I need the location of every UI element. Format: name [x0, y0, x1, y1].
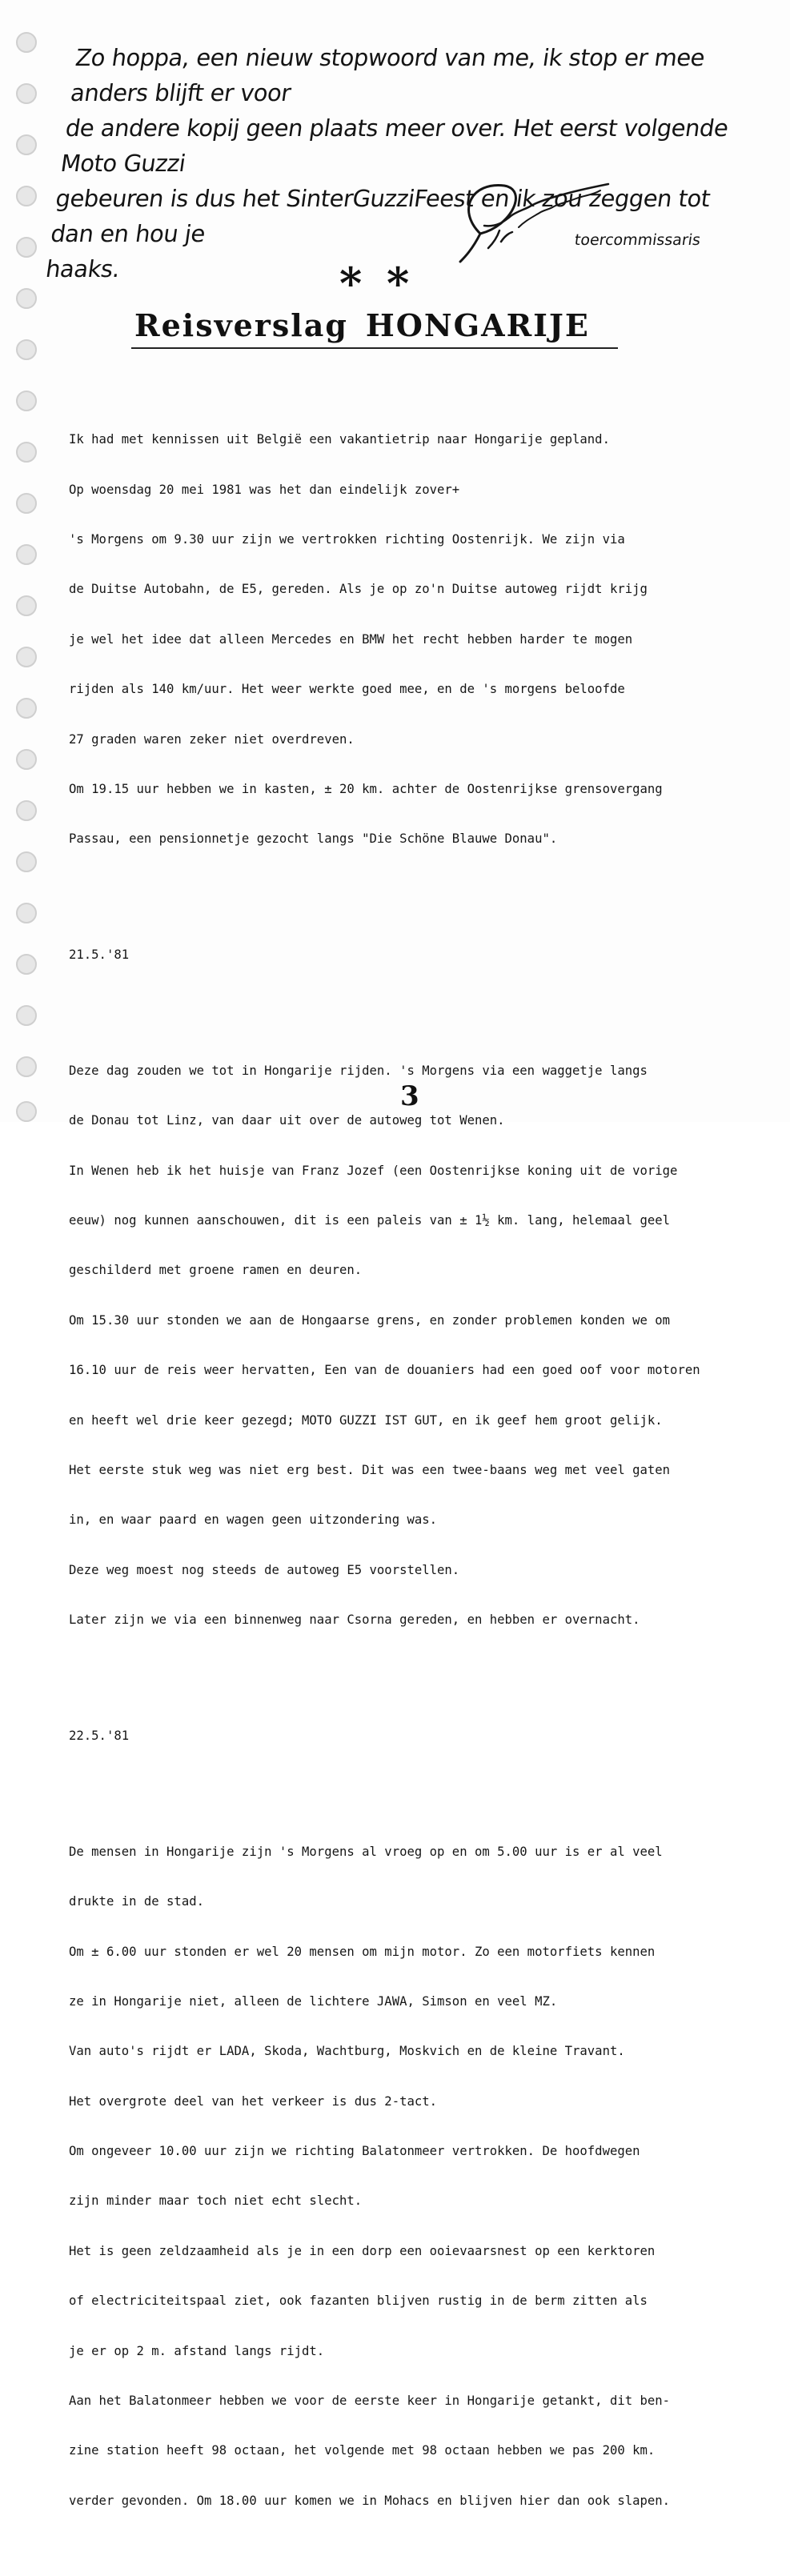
- text-line: Om 19.15 uur hebben we in kasten, ± 20 km. achter de Oostenrijkse grensovergang: [69, 781, 663, 796]
- text-line: Aan het Balatonmeer hebben we voor de eerste keer in Hongarije getankt, dit ben-: [69, 2394, 671, 2409]
- binder-holes: [10, 32, 42, 1120]
- binder-hole: [16, 1005, 37, 1026]
- binder-hole: [16, 544, 37, 565]
- binder-hole: [16, 442, 37, 463]
- text-line: drukte in de stad.: [69, 1894, 204, 1909]
- signature-role: toercommissaris: [573, 231, 702, 249]
- text-line: eeuw) nog kunnen aanschouwen, dit is een paleis van ± 1½ km. lang, helemaal geel: [69, 1213, 671, 1228]
- note-line: Zo hoppa, een nieuw stopwoord van me, ik stop er mee anders blijft er voor: [68, 44, 707, 106]
- text-line: Ik had met kennissen uit België een vakantietrip naar Hongarije gepland.: [69, 432, 610, 447]
- day-paragraph: [69, 1029, 773, 1661]
- text-line: 16.10 uur de reis weer hervatten, Een van de douaniers had een goed oof voor motoren: [69, 1363, 700, 1378]
- binder-hole: [16, 134, 37, 155]
- binder-hole: [16, 800, 37, 821]
- binder-hole: [16, 1101, 37, 1122]
- binder-hole: [16, 851, 37, 872]
- binder-hole: [16, 391, 37, 411]
- text-line: ze in Hongarije niet, alleen de lichtere JAWA, Simson en veel MZ.: [69, 1993, 558, 2009]
- text-line: Om 15.30 uur stonden we aan de Hongaarse grens, en zonder problemen konden we om: [69, 1312, 671, 1328]
- text-line: Deze dag zouden we tot in Hongarije rijden. 's Morgens via een waggetje langs: [69, 1063, 648, 1078]
- binder-hole: [16, 32, 37, 53]
- text-line: Om ongeveer 10.00 uur zijn we richting Balatonmeer vertrokken. De hoofdwegen: [69, 2144, 640, 2159]
- text-line: In Wenen heb ik het huisje van Franz Jozef (een Oostenrijkse koning uit de vorige: [69, 1163, 678, 1178]
- binder-hole: [16, 83, 37, 104]
- binder-hole: [16, 493, 37, 514]
- day-date: 21.5.'81: [69, 947, 130, 963]
- text-line: Later zijn we via een binnenweg naar Csorna gereden, en hebben er overnacht.: [69, 1613, 640, 1628]
- title-word: HONGARIJE: [365, 307, 590, 343]
- text-line: je wel het idee dat alleen Mercedes en BMW het recht hebben harder te mogen: [69, 631, 633, 647]
- text-line: zijn minder maar toch niet echt slecht.: [69, 2193, 363, 2209]
- binder-hole: [16, 749, 37, 770]
- text-line: De mensen in Hongarije zijn 's Morgens al vroeg op en om 5.00 uur is er al veel: [69, 1844, 663, 1859]
- binder-hole: [16, 186, 37, 206]
- text-line: geschilderd met groene ramen en deuren.: [69, 1263, 363, 1278]
- binder-hole: [16, 1056, 37, 1077]
- article-body: [69, 365, 773, 2576]
- note-line: gebeuren is dus het SinterGuzziFeest en ik zou zeggen tot dan en hou je: [49, 185, 712, 247]
- text-line: je er op 2 m. afstand langs rijdt.: [69, 2343, 325, 2358]
- day-paragraph: [69, 1810, 773, 2542]
- note-line: de andere kopij geen plaats meer over. Het eerst volgende Moto Guzzi: [58, 114, 730, 177]
- text-line: Op woensdag 20 mei 1981 was het dan eindelijk zover+: [69, 482, 460, 497]
- text-line: verder gevonden. Om 18.00 uur komen we in Mohacs en blijven hier dan ook slapen.: [69, 2493, 671, 2508]
- binder-hole: [16, 288, 37, 309]
- text-line: Om ± 6.00 uur stonden er wel 20 mensen om mijn motor. Zo een motorfiets kennen: [69, 1944, 656, 1959]
- text-line: de Duitse Autobahn, de E5, gereden. Als je op zo'n Duitse autoweg rijdt krijg: [69, 582, 648, 597]
- signature-icon: [448, 178, 616, 266]
- text-line: zine station heeft 98 octaan, het volgende met 98 octaan hebben we pas 200 km.: [69, 2443, 656, 2458]
- text-line: 's Morgens om 9.30 uur zijn we vertrokken richting Oostenrijk. We zijn via: [69, 531, 625, 547]
- text-line: Deze weg moest nog steeds de autoweg E5 voorstellen.: [69, 1562, 460, 1577]
- text-line: Het eerste stuk weg was niet erg best. Dit was een twee-baans weg met veel gaten: [69, 1463, 671, 1477]
- text-line: Het overgrote deel van het verkeer is dus 2-tact.: [69, 2093, 438, 2109]
- text-line: Passau, een pensionnetje gezocht langs "Die Schöne Blauwe Donau".: [69, 831, 558, 847]
- binder-hole: [16, 647, 37, 667]
- note-line: haaks.: [44, 255, 122, 282]
- binder-hole: [16, 954, 37, 975]
- text-line: in, en waar paard en wagen geen uitzondering was.: [69, 1512, 438, 1528]
- text-line: Van auto's rijdt er LADA, Skoda, Wachtburg, Moskvich en de kleine Travant.: [69, 2044, 625, 2059]
- text-line: Het is geen zeldzaamheid als je in een dorp een ooievaarsnest op een kerktoren: [69, 2243, 656, 2258]
- text-line: de Donau tot Linz, van daar uit over de autoweg tot Wenen.: [69, 1113, 505, 1128]
- title-word: Reisverslag: [134, 307, 348, 343]
- text-line: rijden als 140 km/uur. Het weer werkte goed mee, en de 's morgens beloofde: [69, 682, 625, 697]
- binder-hole: [16, 339, 37, 360]
- intro-paragraph: [69, 399, 773, 881]
- article-title: [134, 307, 590, 343]
- text-line: of electriciteitspaal ziet, ook fazanten blijven rustig in de berm zitten als: [69, 2294, 648, 2309]
- section-separator: * *: [339, 258, 415, 309]
- page-number: 3: [400, 1080, 419, 1112]
- binder-hole: [16, 595, 37, 616]
- binder-hole: [16, 903, 37, 923]
- binder-hole: [16, 237, 37, 258]
- title-underline: [131, 347, 618, 349]
- text-line: en heeft wel drie keer gezegd; MOTO GUZZI IST GUT, en ik geef hem groot gelijk.: [69, 1412, 663, 1428]
- text-line: 27 graden waren zeker niet overdreven.: [69, 731, 355, 747]
- handwritten-note: [43, 40, 774, 286]
- day-date: 22.5.'81: [69, 1728, 130, 1743]
- binder-hole: [16, 698, 37, 719]
